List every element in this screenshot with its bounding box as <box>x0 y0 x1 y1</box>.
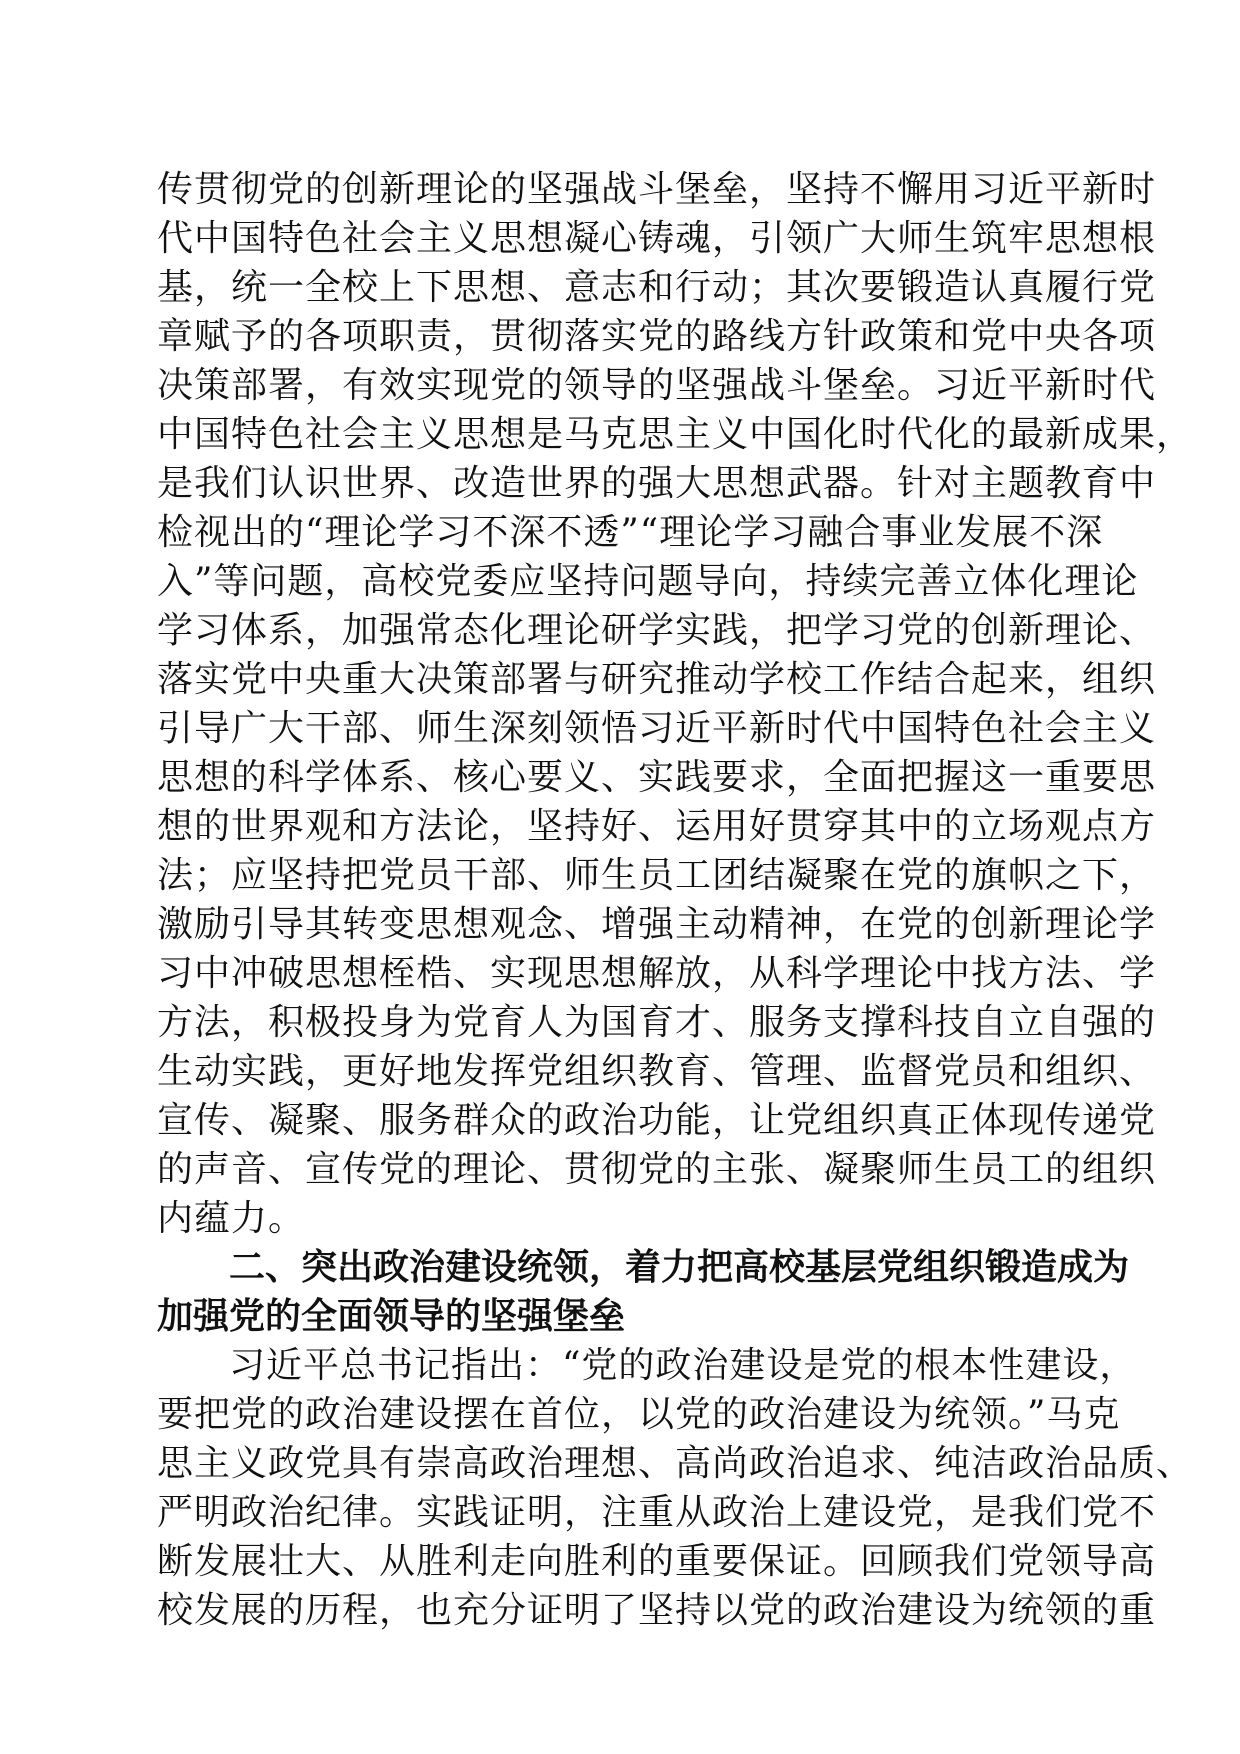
body-line: 中国特色社会主义思想是马克思主义中国化时代化的最新成果， <box>157 414 1194 455</box>
section-line: 断发展壮大、从胜利走向胜利的重要保证。回顾我们党领导高 <box>157 1541 1157 1582</box>
body-line: 习中冲破思想桎梏、实现思想解放，从科学理论中找方法、学 <box>157 953 1157 994</box>
body-line: 决策部署，有效实现党的领导的坚强战斗堡垒。习近平新时代 <box>157 365 1157 406</box>
body-line: 章赋予的各项职责，贯彻落实党的路线方针政策和党中央各项 <box>157 316 1157 357</box>
body-line: 引导广大干部、师生深刻领悟习近平新时代中国特色社会主义 <box>157 708 1157 749</box>
body-line: 激励引导其转变思想观念、增强主动精神，在党的创新理论学 <box>157 904 1157 945</box>
body-line: 的声音、宣传党的理论、贯彻党的主张、凝聚师生员工的组织 <box>157 1149 1157 1190</box>
body-line: 内蕴力。 <box>157 1198 306 1239</box>
section-line: 严明政治纪律。实践证明，注重从政治上建设党，是我们党不 <box>157 1492 1157 1533</box>
body-line: 方法，积极投身为党育人为国育才、服务支撑科技自立自强的 <box>157 1002 1157 1043</box>
body-line: 学习体系，加强常态化理论研学实践，把学习党的创新理论、 <box>157 610 1157 651</box>
body-line: 基，统一全校上下思想、意志和行动；其次要锻造认真履行党 <box>157 267 1157 308</box>
section-line: 习近平总书记指出：“党的政治建设是党的根本性建设， <box>229 1345 1137 1386</box>
body-line: 检视出的“理论学习不深不透”“理论学习融合事业发展不深 <box>157 512 1104 553</box>
section-line: 要把党的政治建设摆在首位，以党的政治建设为统领。”马克 <box>157 1394 1121 1435</box>
body-line: 宣传、凝聚、服务群众的政治功能，让党组织真正体现传递党 <box>157 1100 1157 1141</box>
body-line: 传贯彻党的创新理论的坚强战斗堡垒，坚持不懈用习近平新时 <box>157 169 1157 210</box>
body-line: 是我们认识世界、改造世界的强大思想武器。针对主题教育中 <box>157 463 1157 504</box>
section-line: 思主义政党具有崇高政治理想、高尚政治追求、纯洁政治品质、 <box>157 1443 1194 1484</box>
section-heading: 加强党的全面领导的坚强堡垒 <box>157 1296 626 1337</box>
body-line: 生动实践，更好地发挥党组织教育、管理、监督党员和组织、 <box>157 1051 1157 1092</box>
body-line: 入”等问题，高校党委应坚持问题导向，持续完善立体化理论 <box>157 561 1139 602</box>
body-line: 落实党中央重大决策部署与研究推动学校工作结合起来，组织 <box>157 659 1157 700</box>
body-line: 思想的科学体系、核心要义、实践要求，全面把握这一重要思 <box>157 757 1157 798</box>
section-line: 校发展的历程，也充分证明了坚持以党的政治建设为统领的重 <box>157 1590 1157 1631</box>
body-line: 代中国特色社会主义思想凝心铸魂，引领广大师生筑牢思想根 <box>157 218 1157 259</box>
section-heading: 二、突出政治建设统领，着力把高校基层党组织锻造成为 <box>229 1247 1130 1288</box>
body-line: 想的世界观和方法论，坚持好、运用好贯穿其中的立场观点方 <box>157 806 1157 847</box>
body-line: 法；应坚持把党员干部、师生员工团结凝聚在党的旗帜之下， <box>157 855 1157 896</box>
